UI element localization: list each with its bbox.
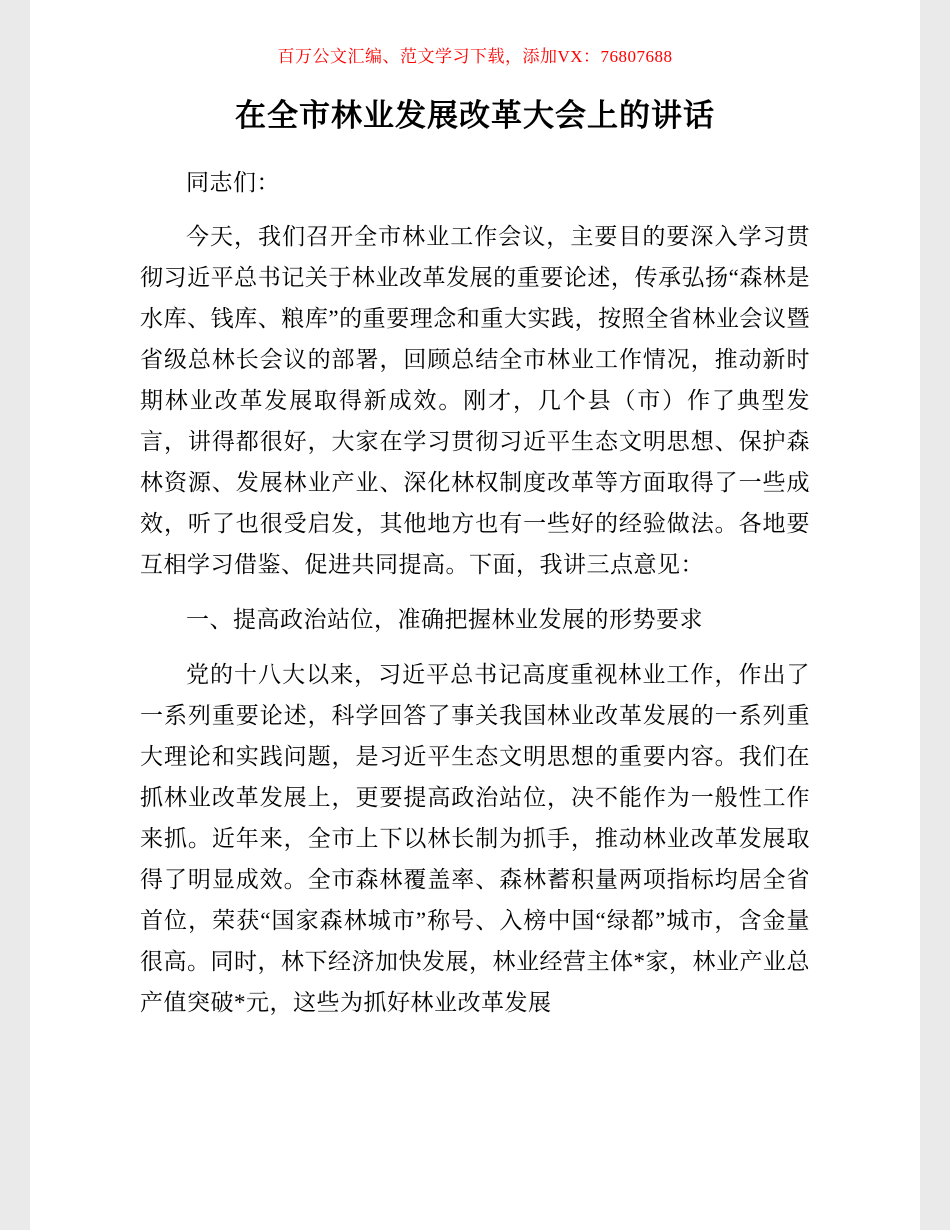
- paragraph-section-1-body: 党的十八大以来，习近平总书记高度重视林业工作，作出了一系列重要论述，科学回答了事关我国林业改革发展的一系列重大理论和实践问题，是习近平生态文明思想的重要内容。我们在抓林业改革发展上，更要提高政治站位，决不能作为一般性工作来抓。近年来，全市上下以林长制为抓手，推动林业改革发展取得了明显成效。全市森林覆盖率、森林蓄积量两项指标均居全省首位，荣获“国家森林城市”称号、入榜中国“绿都”城市，含金量很高。同时，林下经济加快发展，林业经营主体*家，林业产业总产值突破*元，这些为抓好林业改革发展: [140, 662, 810, 1015]
- paragraph-salutation: 同志们：: [186, 170, 280, 195]
- promo-header-text: 百万公文汇编、范文学习下载，添加VX：76807688: [277, 47, 673, 66]
- document-page: [30, 0, 920, 1230]
- section-heading-1: 一、提高政治站位，准确把握林业发展的形势要求: [186, 607, 703, 632]
- paragraph-intro: 今天，我们召开全市林业工作会议，主要目的要深入学习贯彻习近平总书记关于林业改革发展的重要论述，传承弘扬“森林是水库、钱库、粮库”的重要理念和重大实践，按照全省林业会议暨省级总林长会议的部署，回顾总结全市林业工作情况，推动新时期林业改革发展取得新成效。刚才，几个县（市）作了典型发言，讲得都很好，大家在学习贯彻习近平生态文明思想、保护森林资源、发展林业产业、深化林权制度改革等方面取得了一些成效，听了也很受启发，其他地方也有一些好的经验做法。各地要互相学习借鉴、促进共同提高。下面，我讲三点意见：: [140, 224, 810, 577]
- document-title: 在全市林业发展改革大会上的讲话: [235, 98, 715, 133]
